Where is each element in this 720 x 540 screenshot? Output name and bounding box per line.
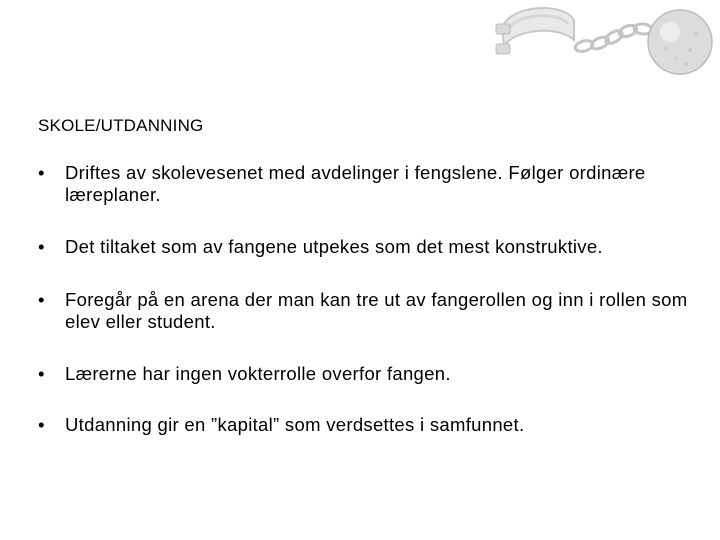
bullet-dot: • xyxy=(38,236,45,257)
list-item xyxy=(38,162,688,206)
bullet-dot: • xyxy=(38,289,45,310)
bullet-dot: • xyxy=(38,162,45,183)
bullet-list xyxy=(38,162,688,436)
bullet-dot: • xyxy=(38,414,45,435)
slide-title: SKOLE/UTDANNING xyxy=(38,116,204,135)
bullet-dot: • xyxy=(38,363,45,384)
bullet-text: Driftes av skolevesenet med avdelinger i fengslene. Følger ordinære læreplaner. xyxy=(65,162,646,205)
list-item xyxy=(38,414,688,436)
ball-and-chain-icon xyxy=(490,0,720,90)
list-item xyxy=(38,236,688,258)
list-item xyxy=(38,363,688,385)
list-item xyxy=(38,289,688,333)
bullet-text: Utdanning gir en ”kapital” som verdsettes i samfunnet. xyxy=(65,414,525,435)
bullet-text: Foregår på en arena der man kan tre ut av fangerollen og inn i rollen som elev eller student. xyxy=(65,289,688,332)
bullet-text: Lærerne har ingen vokterrolle overfor fangen. xyxy=(65,363,451,384)
bullet-text: Det tiltaket som av fangene utpekes som det mest konstruktive. xyxy=(65,236,603,257)
